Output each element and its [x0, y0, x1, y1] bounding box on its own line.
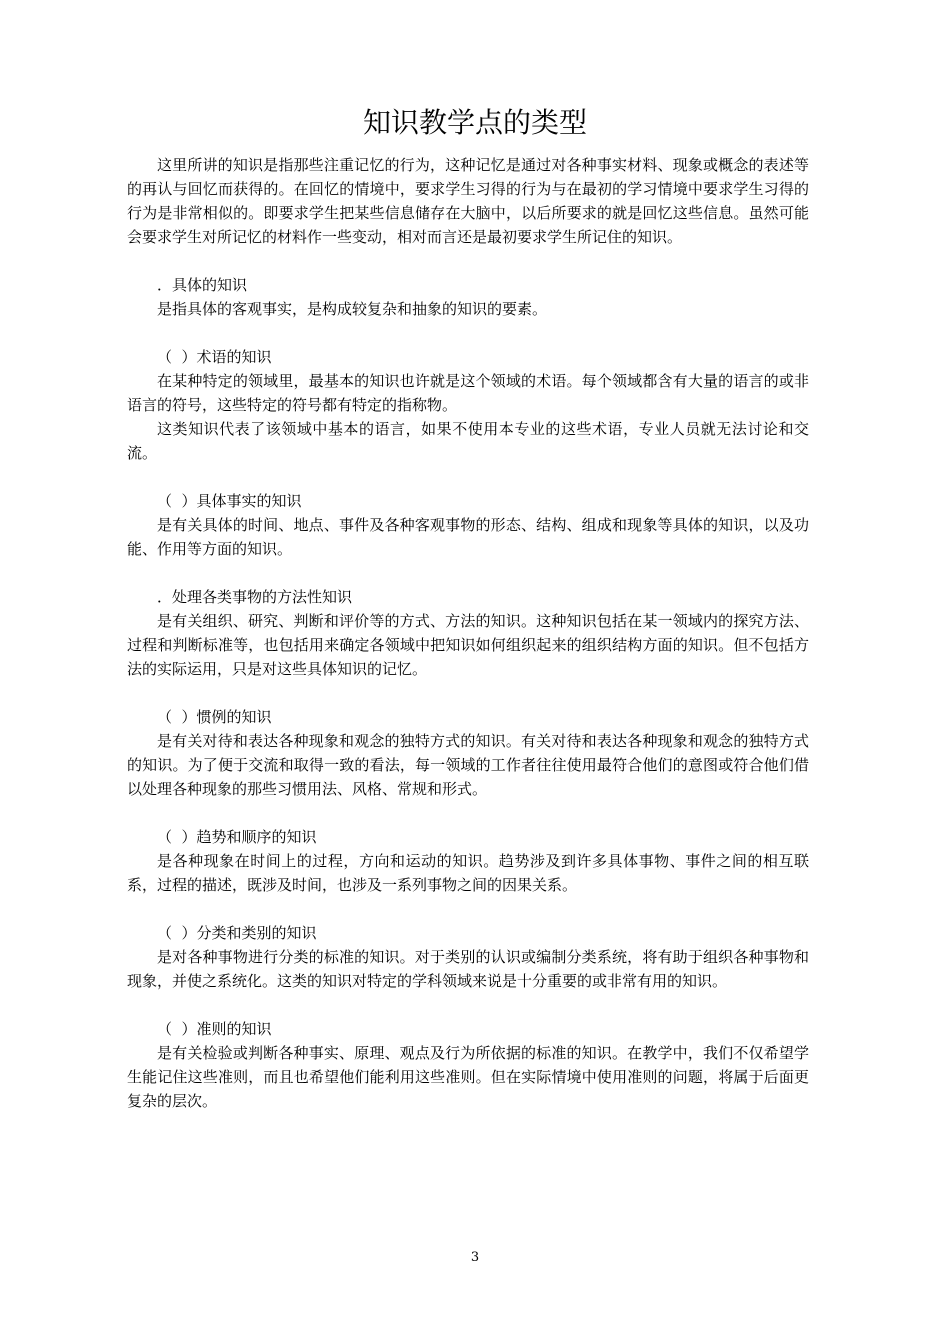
- section-heading-concrete-knowledge: ．具体的知识: [157, 276, 248, 294]
- section-paragraph-methods: 是有关组织、研究、判断和评价等的方式、方法的知识。这种知识包括在某一领域内的探究方法、过程和判断标准等，也包括用来确定各领域中把知识如何组织起来的组织结构方面的知识。但不包括方法的实际运用，只是对这些具体知识的记忆。: [127, 612, 809, 678]
- page-number: 3: [470, 1250, 480, 1265]
- blank-line: [127, 249, 809, 273]
- blank-line: [127, 681, 809, 705]
- item-heading-terms: （ ）术语的知识: [157, 348, 272, 366]
- blank-line: [127, 321, 809, 345]
- item-paragraph-facts: 是有关具体的时间、地点、事件及各种客观事物的形态、结构、组成和现象等具体的知识，以及功能、作用等方面的知识。: [127, 516, 809, 558]
- item-paragraph-terms-2: 这类知识代表了该领域中基本的语言，如果不使用本专业的这些术语，专业人员就无法讨论和交流。: [127, 420, 809, 462]
- item-paragraph-terms-1: 在某种特定的领域里，最基本的知识也许就是这个领域的术语。每个领域都含有大量的语言的或非语言的符号，这些特定的符号都有特定的指称物。: [127, 372, 809, 414]
- blank-line: [127, 561, 809, 585]
- blank-line: [127, 801, 809, 825]
- item-heading-facts: （ ）具体事实的知识: [157, 492, 302, 510]
- blank-line: [127, 993, 809, 1017]
- page-title: 知识教学点的类型: [362, 106, 587, 139]
- section-heading-methods: ．处理各类事物的方法性知识: [157, 588, 353, 606]
- item-heading-conventions: （ ）惯例的知识: [157, 708, 272, 726]
- item-heading-trends: （ ）趋势和顺序的知识: [157, 828, 317, 846]
- item-heading-classification: （ ）分类和类别的知识: [157, 924, 317, 942]
- document-body: [127, 153, 809, 1113]
- section-paragraph-concrete-knowledge: 是指具体的客观事实，是构成较复杂和抽象的知识的要素。: [157, 300, 548, 318]
- blank-line: [127, 897, 809, 921]
- item-paragraph-classification: 是对各种事物进行分类的标准的知识。对于类别的认识或编制分类系统，将有助于组织各种事物和现象，并使之系统化。这类的知识对特定的学科领域来说是十分重要的或非常有用的知识。: [127, 948, 809, 990]
- item-paragraph-conventions: 是有关对待和表达各种现象和观念的独特方式的知识。有关对待和表达各种现象和观念的独特方式的知识。为了便于交流和取得一致的看法，每一领域的工作者往往使用最符合他们的意图或符合他们借以处理各种现象的那些习惯用法、风格、常规和形式。: [127, 732, 809, 798]
- item-paragraph-criteria: 是有关检验或判断各种事实、原理、观点及行为所依据的标准的知识。在教学中，我们不仅希望学生能记住这些准则，而且也希望他们能利用这些准则。但在实际情境中使用准则的问题，将属于后面更复杂的层次。: [127, 1044, 809, 1110]
- intro-paragraph: 这里所讲的知识是指那些注重记忆的行为，这种记忆是通过对各种事实材料、现象或概念的表述等的再认与回忆而获得的。在回忆的情境中，要求学生习得的行为与在最初的学习情境中要求学生习得的行为是非常相似的。即要求学生把某些信息储存在大脑中，以后所要求的就是回忆这些信息。虽然可能会要求学生对所记忆的材料作一些变动，相对而言还是最初要求学生所记住的知识。: [127, 156, 809, 246]
- item-heading-criteria: （ ）准则的知识: [157, 1020, 272, 1038]
- blank-line: [127, 465, 809, 489]
- item-paragraph-trends: 是各种现象在时间上的过程，方向和运动的知识。趋势涉及到许多具体事物、事件之间的相互联系，过程的描述，既涉及时间，也涉及一系列事物之间的因果关系。: [127, 852, 809, 894]
